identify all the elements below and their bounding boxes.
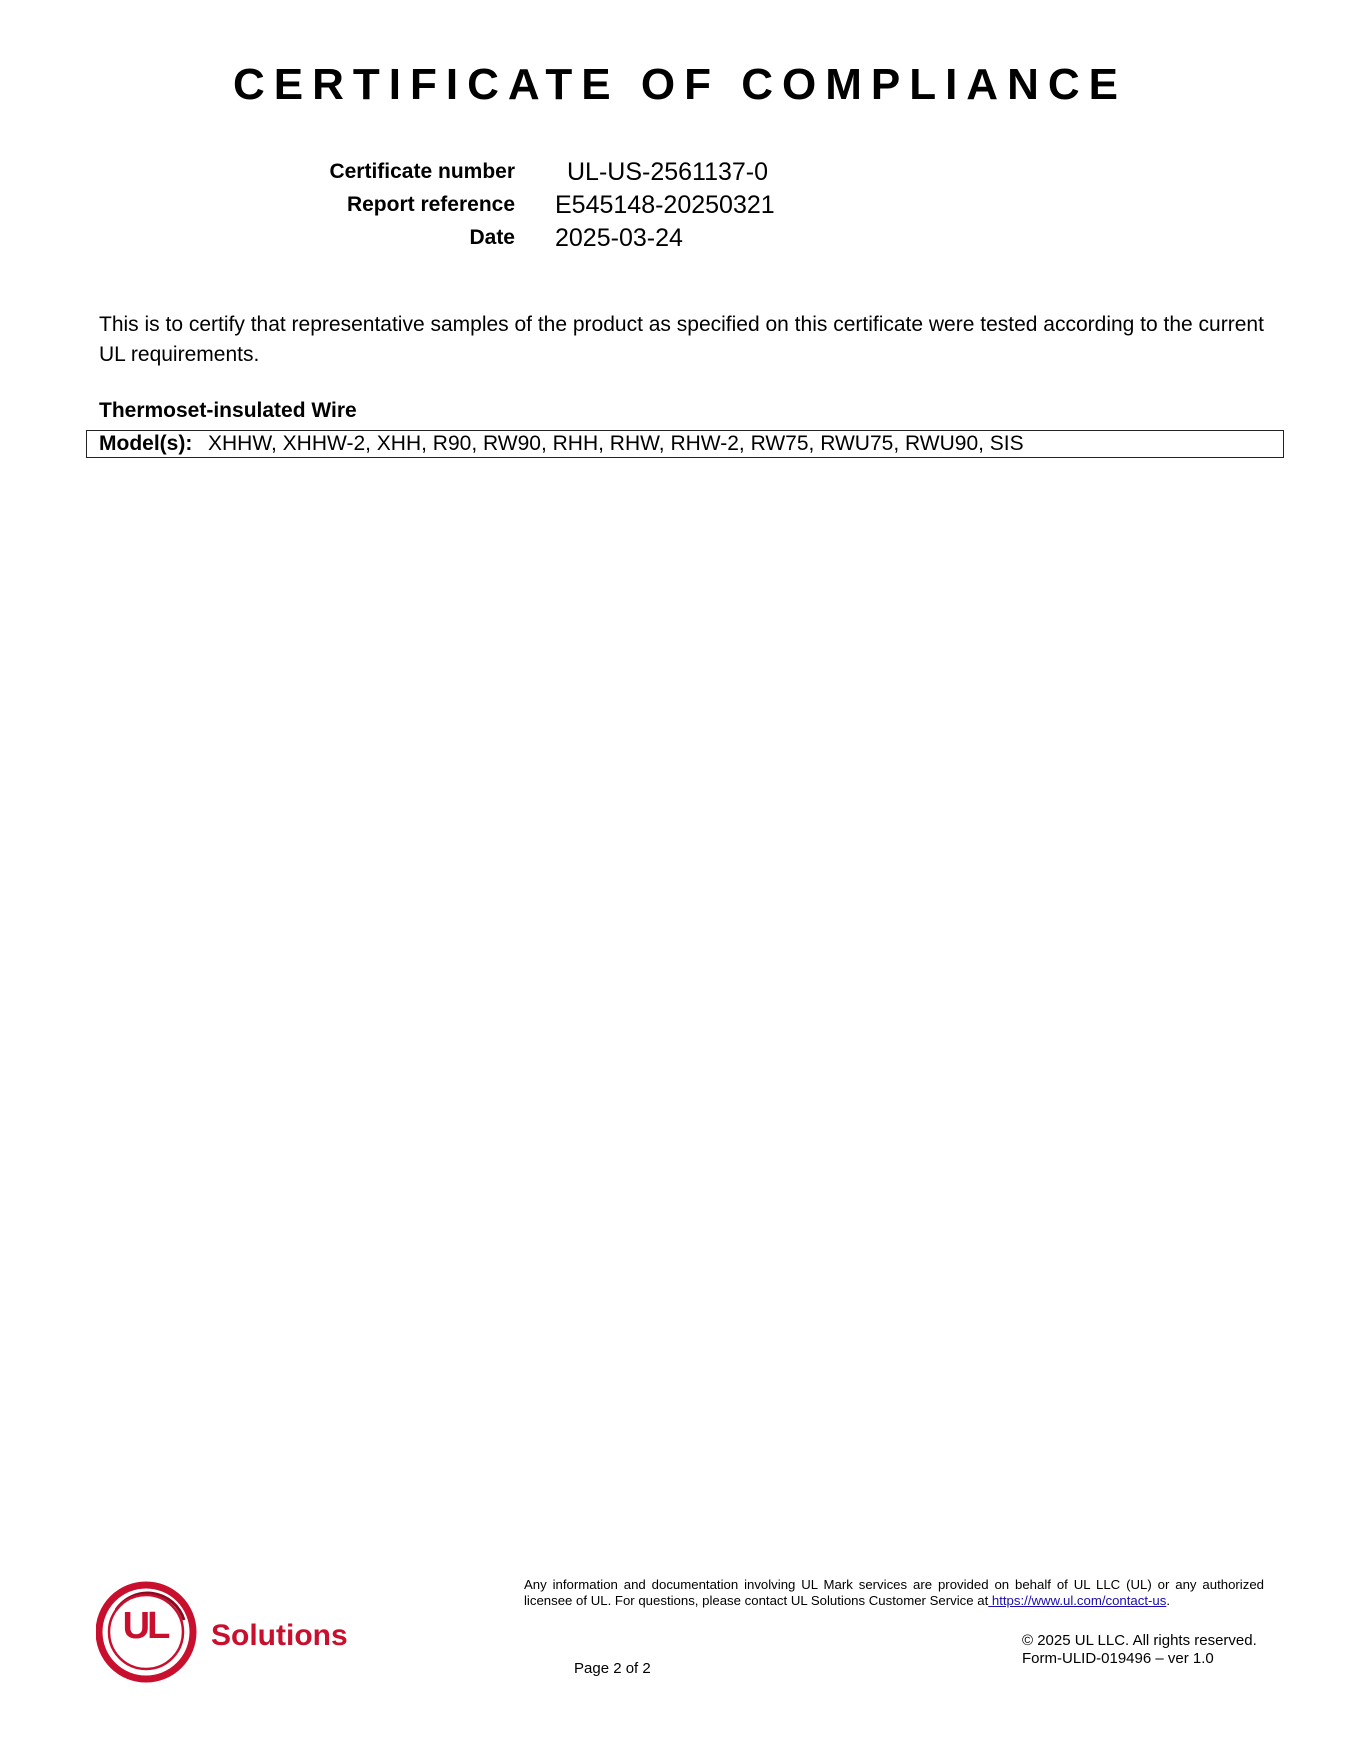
report-reference-value: E545148-20250321 — [555, 191, 775, 219]
date-value: 2025-03-24 — [555, 224, 683, 252]
ul-solutions-logo — [96, 1580, 356, 1684]
certificate-title: CERTIFICATE OF COMPLIANCE — [233, 60, 1127, 109]
report-reference-row — [0, 191, 1360, 225]
models-box — [86, 430, 1284, 458]
models-value: XHHW, XHHW-2, XHH, R90, RW90, RHH, RHW, RHW-2, RW75, RWU75, RWU90, SIS — [208, 432, 1024, 455]
certificate-number-label: Certificate number — [329, 160, 515, 183]
disclaimer-text: Any information and documentation involving UL Mark services are provided on behalf of UL LLC (UL) or any authorized licensee of UL. For questions, please contact UL Solutions Customer Service at — [524, 1577, 1264, 1608]
certification-statement: This is to certify that representative samples of the product as specified on this certificate were tested according to the current UL requirements. — [99, 313, 1264, 366]
page-number: Page 2 of 2 — [574, 1660, 651, 1677]
date-row — [0, 224, 1360, 258]
disclaimer-end: . — [1166, 1593, 1171, 1608]
ul-logo-icon — [96, 1580, 356, 1684]
product-category-title: Thermoset-insulated Wire — [99, 399, 357, 422]
certificate-number-value: UL-US-2561137-0 — [567, 158, 769, 186]
form-id: Form-ULID-019496 – ver 1.0 — [1022, 1650, 1214, 1667]
certificate-number-row — [0, 158, 1360, 192]
models-label: Model(s): — [99, 432, 193, 455]
date-label: Date — [469, 226, 515, 249]
footer-disclaimer — [524, 1577, 1264, 1609]
copyright-text: © 2025 UL LLC. All rights reserved. — [1022, 1632, 1257, 1649]
contact-us-link[interactable]: https://www.ul.com/contact-us — [988, 1593, 1167, 1608]
report-reference-label: Report reference — [346, 193, 515, 216]
svg-text:Solutions: Solutions — [211, 1619, 348, 1652]
footer-copyright-block — [1022, 1632, 1257, 1668]
svg-text:UL: UL — [122, 1605, 168, 1647]
